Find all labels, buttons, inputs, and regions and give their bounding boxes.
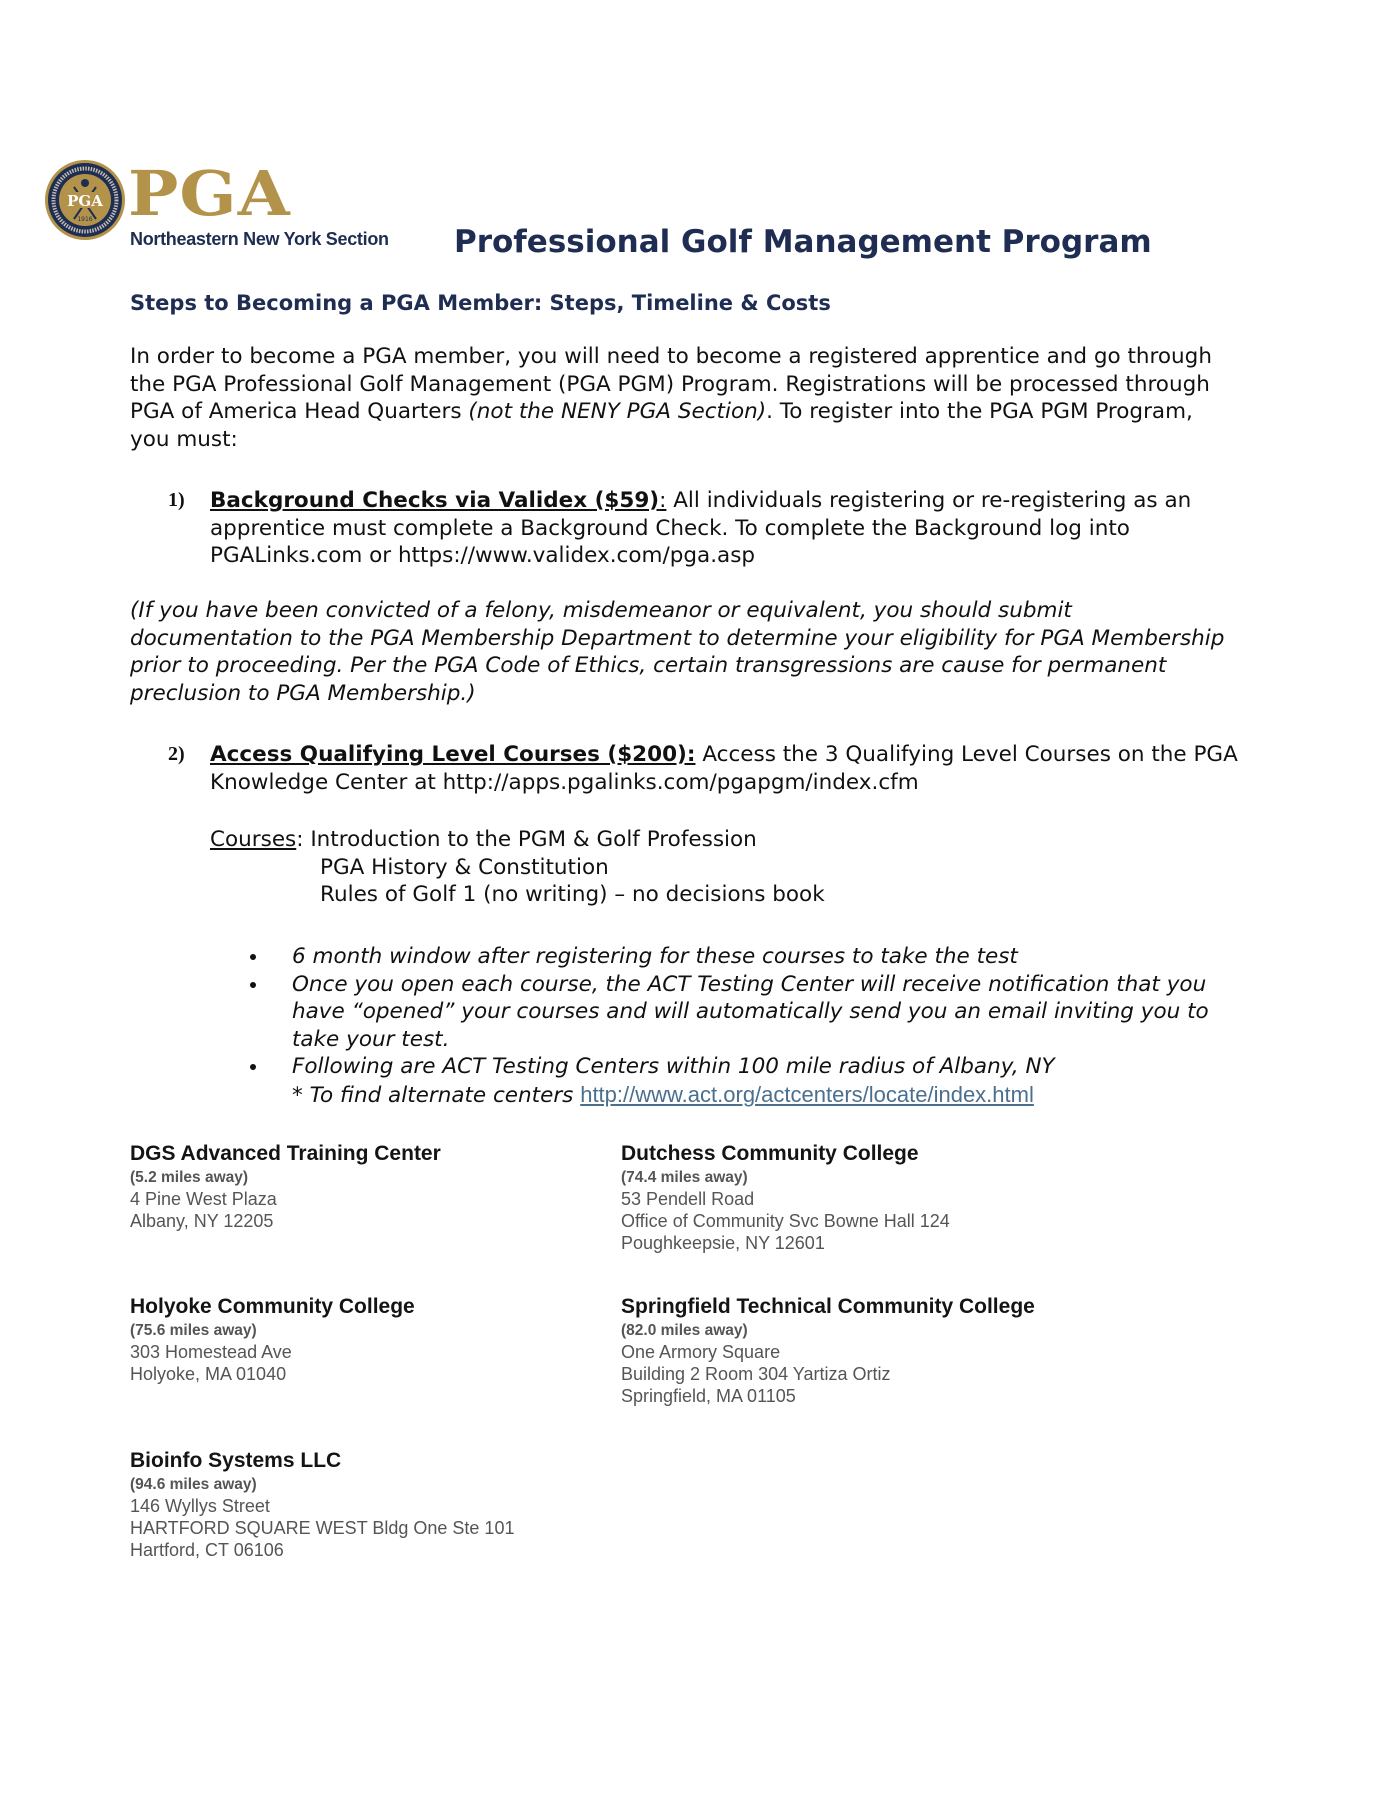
testing-center-card [621,1141,950,1254]
intro-text: In order to become a PGA member, you will need to become a registered apprentice and go through the PGA Professional Golf Management (PGA PGM) Program. Registrations will be processed through PGA of America Head Quarters [130,344,1212,425]
svg-text:PGA: PGA [67,192,103,210]
center-name: Springfield Technical Community College [621,1295,1035,1318]
step-number: 2) [168,743,185,765]
pga-seal-icon [44,159,126,241]
courses-colon: : [296,827,311,852]
intro-text-end: . To register into the PGA PGM Program, you must: [130,399,1193,452]
testing-center-card [130,1141,441,1232]
step-separator: : [659,488,667,513]
list-item [244,1053,1244,1109]
center-name: DGS Advanced Training Center [130,1142,441,1165]
bullet-text: Once you open each course, the ACT Testing Center will receive notification that you have “opened” your courses and will automatically send you an email inviting you to take your test. [292,971,1209,1052]
step-title: Background Checks via Validex ($59) [210,488,660,513]
center-distance: (5.2 miles away) [130,1169,249,1186]
testing-center-card [621,1294,1035,1407]
center-distance: (82.0 miles away) [621,1322,748,1339]
center-address-line: Springfield, MA 01105 [621,1386,796,1406]
center-distance: (94.6 miles away) [130,1476,257,1493]
page-subtitle: Steps to Becoming a PGA Member: Steps, Timeline & Costs [130,291,831,315]
bullet-text: Following are ACT Testing Centers within 100 mile radius of Albany, NY [292,1054,1055,1080]
step-background-check [168,487,1248,570]
svg-text:1916: 1916 [77,216,93,223]
center-address-line: 4 Pine West Plaza [130,1189,277,1209]
center-distance: (75.6 miles away) [130,1322,257,1339]
page-title: Professional Golf Management Program [454,224,1152,260]
bullet-text: 6 month window after registering for these courses to take the test [292,944,1018,969]
list-item [244,943,1244,971]
center-name: Holyoke Community College [130,1295,415,1318]
step-title: Access Qualifying Level Courses ($200): [210,742,696,767]
bullet-icon [250,982,256,988]
course-notes-list [244,943,1244,1110]
center-address-line: One Armory Square [621,1342,781,1362]
center-address-line: 303 Homestead Ave [130,1342,292,1362]
act-centers-link[interactable]: http://www.act.org/actcenters/locate/index.html [580,1081,1034,1107]
center-address-line: Poughkeepsie, NY 12601 [621,1233,825,1253]
alternate-centers-note: * To find alternate centers [292,1082,581,1108]
courses-list [210,826,825,909]
center-address-line: Hartford, CT 06106 [130,1540,284,1560]
bullet-icon [250,1064,256,1070]
center-name: Dutchess Community College [621,1142,919,1165]
step-qualifying-courses [168,741,1248,796]
center-address-line: Building 2 Room 304 Yartiza Ortiz [621,1364,891,1384]
center-address-line: Office of Community Svc Bowne Hall 124 [621,1211,950,1231]
intro-italic-note: (not the NENY PGA Section) [468,399,767,425]
course-item: Introduction to the PGM & Golf Profession [310,827,757,852]
bullet-icon [250,954,256,960]
felony-disclaimer: (If you have been convicted of a felony, misdemeanor or equivalent, you should submit documentation to the PGA Membership Department to determine your eligibility for PGA Membership prior to proceeding. Per the PGA Code of Ethics, certain transgressions are cause for permanent preclusion to PGA Membership.) [130,598,1225,706]
step-number: 1) [168,489,185,511]
center-address-line: Holyoke, MA 01040 [130,1364,287,1384]
intro-paragraph [130,343,1230,453]
step-body: All individuals registering or re-registering as an apprentice must complete a Background Check. To complete the Background log into PGALinks.com or https://www.validex.com/pga.asp [210,488,1192,569]
section-name: Northeastern New York Section [130,229,389,249]
list-item [244,971,1244,1054]
center-distance: (74.4 miles away) [621,1169,748,1186]
course-item: PGA History & Constitution [320,854,609,880]
center-name: Bioinfo Systems LLC [130,1449,342,1472]
testing-center-card [130,1294,415,1385]
center-address-line: HARTFORD SQUARE WEST Bldg One Ste 101 [130,1518,515,1538]
pga-wordmark: PGA [128,157,291,230]
courses-label: Courses [210,827,297,852]
center-address-line: 146 Wyllys Street [130,1496,270,1516]
center-address-line: Albany, NY 12205 [130,1211,274,1231]
step-body: Access the 3 Qualifying Level Courses on the PGA Knowledge Center at http://apps.pgalinks.com/pgapgm/index.cfm [210,742,1238,795]
center-address-line: 53 Pendell Road [621,1189,755,1209]
course-item: Rules of Golf 1 (no writing) – no decisions book [320,882,825,908]
testing-center-card [130,1448,514,1561]
